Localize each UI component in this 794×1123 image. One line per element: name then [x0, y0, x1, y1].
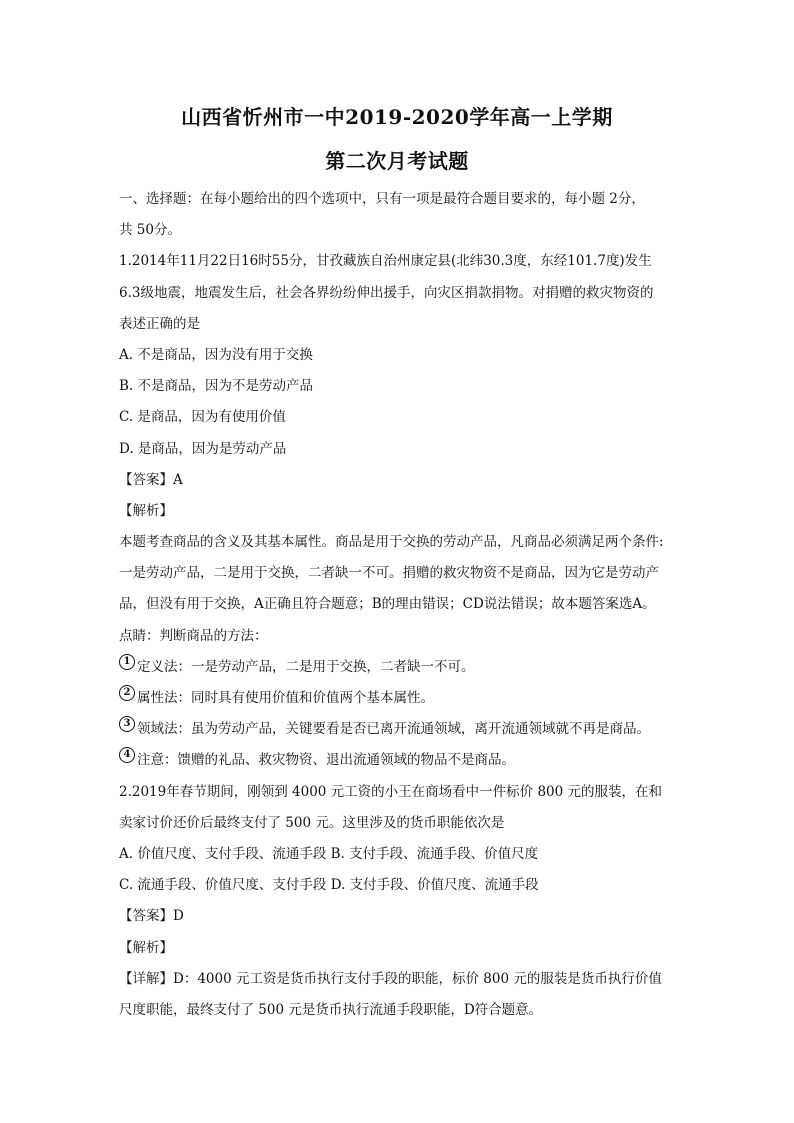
option-c: C. 是商品，因为有使用价值 [119, 409, 286, 426]
document-title-line2: 第二次月考试题 [325, 149, 469, 173]
circled-item-text: 领域法：虽为劳动产品，关键要看是否已离开流通领域，离开流通领域就不再是商品。 [137, 721, 650, 738]
analysis-label: 【解析】 [119, 502, 173, 519]
circled-number-icon: 1 [119, 654, 135, 670]
text-line: 表述正确的是 [119, 315, 200, 332]
circled-item-text: 注意：馈赠的礼品、救灾物资、退出流通领域的物品不是商品。 [137, 752, 515, 769]
answer-label: 【答案】A [119, 471, 183, 488]
circled-item [119, 745, 679, 776]
circled-number-icon: 2 [119, 685, 135, 701]
text-line: 卖家讨价还价后最终支付了 500 元。这里涉及的货币职能依次是 [119, 814, 505, 831]
tip-heading: 点睛：判断商品的方法： [119, 627, 268, 644]
circled-item-text: 属性法：同时具有使用价值和价值两个基本属性。 [137, 690, 434, 706]
detail-text: 【详解】D：4000 元工资是货币执行支付手段的职能，标价 800 元的服装是货币执行价值 [119, 970, 662, 987]
option-d: D. 是商品，因为是劳动产品 [119, 440, 287, 457]
document-body [119, 184, 679, 1026]
option-b: B. 不是商品，因为不是劳动产品 [119, 378, 314, 395]
options-ab: A. 价值尺度、支付手段、流通手段 B. 支付手段、流通手段、价值尺度 [119, 845, 539, 862]
option-a: A. 不是商品，因为没有用于交换 [119, 346, 313, 363]
detail-text: 尺度职能，最终支付了 500 元是货币执行流通手段职能，D符合题意。 [119, 1001, 543, 1018]
analysis-text: 品，但没有用于交换，A正确且符合题意；B的理由错误；CD说法错误；故本题答案选A。 [119, 596, 656, 613]
text-line: 6.3级地震，地震发生后，社会各界纷纷伸出援手，向灾区捐款捐物。对捐赠的救灾物资的 [119, 284, 654, 301]
text-line: 一、选择题：在每小题给出的四个选项中，只有一项是最符合题目要求的，每小题 2分， [119, 191, 645, 207]
circled-number-icon: 4 [119, 747, 135, 763]
answer-label: 【答案】D [119, 908, 184, 925]
circled-item-text: 定义法：一是劳动产品，二是用于交换，二者缺一不可。 [137, 658, 475, 675]
analysis-text: 本题考查商品的含义及其基本属性。商品是用于交换的劳动产品，凡商品必须满足两个条件: [119, 534, 664, 551]
document-title-line1: 山西省忻州市一中2019-2020学年高一上学期 [181, 105, 613, 129]
text-line: 共 50分。 [119, 222, 181, 239]
analysis-text: 一是劳动产品，二是用于交换，二者缺一不可。捐赠的救灾物资不是商品，因为它是劳动产 [119, 565, 659, 582]
circled-item [119, 714, 679, 745]
question-2-stem: 2.2019年春节期间，刚领到 4000 元工资的小王在商场看中一件标价 800 元的服装，在和 [119, 783, 663, 800]
circled-item [119, 683, 679, 714]
circled-item [119, 652, 679, 683]
question-1-stem: 1.2014年11月22日16时55分，甘孜藏族自治州康定县(北纬30.3度，东经101.7度)发生 [119, 253, 652, 270]
analysis-label: 【解析】 [119, 939, 173, 956]
options-cd: C. 流通手段、价值尺度、支付手段 D. 支付手段、价值尺度、流通手段 [119, 877, 539, 894]
circled-number-icon: 3 [119, 716, 135, 732]
